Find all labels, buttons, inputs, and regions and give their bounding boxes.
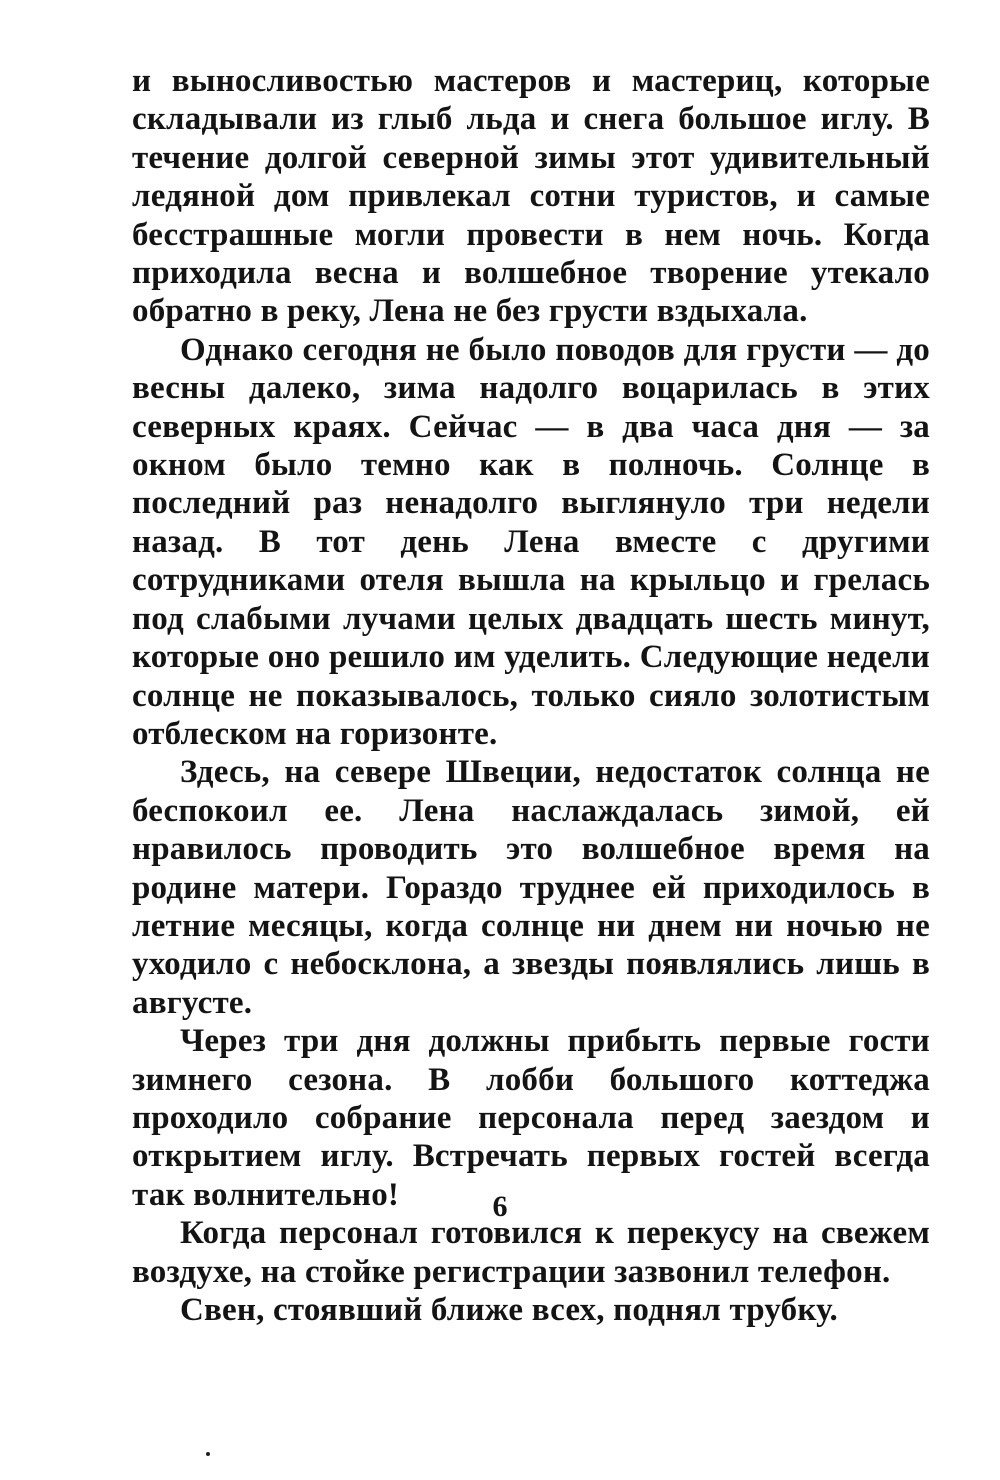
paragraph-5: Когда персонал готовился к перекусу на свежем воздухе, на стойке регистрации зазвонил телефон. [132,1215,930,1290]
body-text [132,62,930,1329]
paragraph-6: Свен, стоявший ближе всех, поднял трубку. [180,1292,838,1328]
paragraph-2: Однако сегодня не было поводов для грусти — до весны далеко, зима надолго воцарилась в этих северных краях. Сейчас — в два часа дня — за окном было темно как в полночь. Солнце в последний раз ненадолго выглянуло три недели назад. В тот день Лена вместе с другими сотрудниками отеля вышла на крыльцо и грелась под слабыми лучами целых двадцать шесть минут, которые оно решило им уделить. Следующие недели солнце не показывалось, только сияло золотистым отблеском на горизонте. [132,331,930,752]
paragraph-3: Здесь, на севере Швеции, недостаток солнца не беспокоил ее. Лена наслаждалась зимой, ей нравилось проводить это волшебное время на родине матери. Гораздо труднее ей приходилось в летние месяцы, когда солнце ни днем ни ночью не уходило с небосклона, а звезды появлялись лишь в августе. [132,754,930,1021]
print-speck [206,1452,210,1456]
page-number: 6 [492,1190,508,1223]
paragraph-1: и выносливостью мастеров и мастериц, которые складывали из глыб льда и снега большое иглу. В течение долгой северной зимы этот удивительный ледяной дом привлекал сотни туристов, и самые бесстрашные могли провести в нем ночь. Когда приходила весна и волшебное творение утекало обратно в реку, Лена не без грусти вздыхала. [132,63,930,330]
paragraph-4: Через три дня должны прибыть первые гости зимнего сезона. В лобби большого коттеджа проходило собрание персонала перед заездом и открытием иглу. Встречать первых гостей всегда так волнительно! [132,1023,930,1213]
